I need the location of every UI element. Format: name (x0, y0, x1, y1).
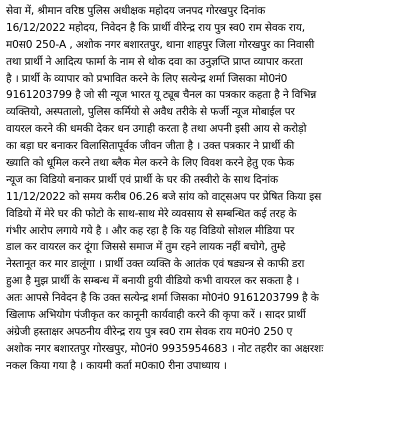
document-line: तथा प्रार्थी ने आदित्य फार्मा के नाम से थोक दवा का उनुज्ञप्ति प्राप्त व्यापार करता (6, 55, 303, 68)
document-line: है । प्रार्थी के व्यापार को प्रभावित करने के लिए सत्येन्द्र शर्मा जिसका मो0नं0 (6, 72, 288, 85)
document-line: हुआ है मुझ प्रार्थी के सम्बन्ध में बनायी हुयी वीडियो कभी वायरल कर सकता है । (6, 275, 300, 288)
document-line: न्यूज का विडियो बनाकर प्रार्थी एवं प्रार्थी के घर की तस्वीरो के साथ दिनांक (6, 173, 278, 186)
document-line: अंग्रेजी हस्ताक्षर अपठनीय वीरेन्द्र राय पुत्र स्व0 राम सेवक राय म0नं0 250 ए (6, 325, 293, 338)
document-line: डाल कर वायरल कर दूंगा जिससे समाज में तुम रहने लायक नहीं बचोगे, तुम्हे (6, 241, 286, 254)
document-line: खिलाफ अभियोग पंजीकृत कर कानूनी कार्यवाही करने की कृपा करें । सादर प्रार्थी (6, 309, 306, 322)
document-line: अशोक नगर बशारतपुर गोरखपुर, मो0नं0 9935954683 । नोट तहरीर का अक्षरशः (6, 342, 324, 355)
document-line: वायरल करने की धमकी देकर धन उगाही करता है तथा अपनी इसी आय से करोड़ो (6, 123, 307, 136)
document-line: गंभीर आरोप लगाये गये है । और कह रहा है कि यह विडियो सोशल मीडिया पर (6, 224, 295, 237)
document-line: 16/12/2022 महोदय, निवेदन है कि प्रार्थी वीरेन्द्र राय पुत्र स्व0 राम सेवक राय, (6, 21, 305, 34)
document-line: म0स0 250-A , अशोक नगर बशारतपुर, थाना शाहपुर जिला गोरखपुर का निवासी (6, 38, 315, 51)
document-line: 11/12/2022 को समय करीब 06.26 बजे सांय को वाट्सअप पर प्रेषित किया इस (6, 190, 322, 203)
document-line: नेस्तानूत कर मार डालूंगा । प्रार्थी उक्त व्यक्ति के आतंक एवं षड्यन्त्र से काफी डरा (6, 258, 305, 271)
document-line: सेवा में, श्रीमान वरिष्ठ पुलिस अधीक्षक महोदय जनपद गोरखपुर दिनांक (6, 5, 266, 17)
document-line: अतः आपसे निवेदन है कि उक्त सत्येन्द्र शर्मा जिसका मो0नं0 9161203799 है के (6, 292, 319, 305)
document-line: व्यक्तियो, अस्पतालो, पुलिस कर्मियो से अवैध तरीके से फर्जी न्यूज मोबाईल पर (6, 106, 295, 119)
document-line: विडियो में मेरे घर की फोटो के साथ-साथ मेरे व्यवसाय से सम्बन्धित कई तरह के (6, 207, 297, 220)
document-line: का बड़ा घर बनाकर विलासितापूर्वक जीवन जीता है । उक्त पत्रकार ने प्रार्थी की (6, 140, 295, 153)
document-line: ख्याति को धूमिल करने तथा ब्लैक मेल करने के लिए विवश करने हेतु एक फेक (6, 157, 295, 170)
document-line: 9161203799 है जो सी न्यूज भारत यू ट्यूब चैनल का पत्रकार कहता है ने विभिन्न (6, 89, 317, 102)
document-line: नकल किया गया है । कायमी कर्ता म0का0 रीना उपाध्याय । (6, 359, 227, 372)
